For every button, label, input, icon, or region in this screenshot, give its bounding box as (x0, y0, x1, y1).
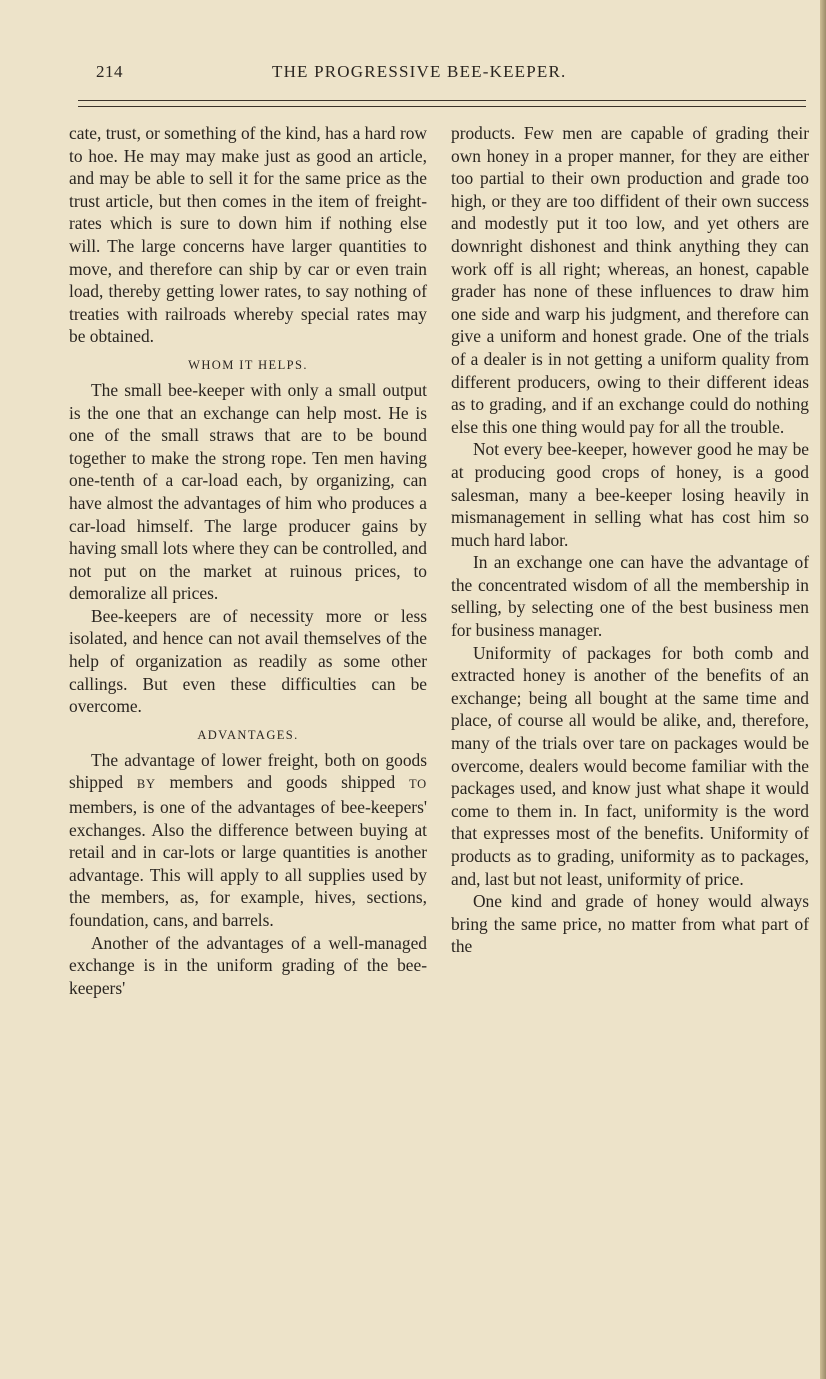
paragraph: Uniformity of packages for both comb and extracted honey is another of the benefits of an exchange; being all bought at the same time and place, of course all would be alike, and, therefore, many of the trials over tare on packages would be overcome, dealers would become familiar with the packages used, and know just what shape it would come to them in. In fact, uniformity is the word that expresses most of the benefits. Uniformity of products as to grading, uniformity as to packages, and, last but not least, uniformity of price. (451, 642, 809, 889)
paragraph: products. Few men are capable of grading their own honey in a proper manner, for they are either too partial to their own production and grade too high, or they are too diffident of their own success and modestly put it too low, and yet others are downright dishonest and think anything they can work off is all right; whereas, an honest, capable grader has none of these influences to draw him one side and warp his judgment, and therefore can give a uniform and honest grade. One of the trials of a dealer is in not getting a uniform quality from different producers, owing to their different ideas as to grading, and if an exchange could do nothing else this one thing would pay for all the trouble. (451, 123, 809, 437)
paragraph: The small bee-keeper with only a small output is the one that an exchange can help most. He is one of the small straws that are to be bound together to make the strong rope. Ten men having one-tenth of a car-load each, by organizing, can have almost the advantages of him who produces a car-load himself. The large producer gains by having small lots where they can be controlled, and not put on the market at ruinous prices, to demoralize all prices. (69, 379, 427, 604)
paragraph: cate, trust, or something of the kind, has a hard row to hoe. He may may make just as good an article, and may be able to sell it for the same price as the trust article, but then comes in the item of freight-rates which is sure to down him if nothing else will. The large concerns have larger quantities to move, and therefore can ship by car or even train load, thereby getting lower rates, to say nothing of treaties with railroads whereby special rates may be obtained. (69, 123, 427, 347)
paragraph: Not every bee-keeper, however good he may be at producing good crops of honey, is a good salesman, many a bee-keeper losing heavily in mismanagement in selling what has cost him so much hard labor. (451, 439, 809, 550)
paragraph: Bee-keepers are of necessity more or less isolated, and hence can not avail themselves of the help of organization as readily as some other callings. But even these difficulties can be overcome. (69, 605, 427, 717)
paragraph: Another of the advantages of a well-managed exchange is in the uniform grading of the bee-keepers' (69, 932, 427, 998)
small-caps-word: TO (408, 777, 427, 792)
text-run: The advantage of lower freight, both on goods shipped (69, 749, 427, 793)
page-number: 214 (96, 62, 123, 81)
header-rule-top (78, 100, 806, 101)
paragraph (69, 749, 427, 932)
text-run: members, is one of the advantages of bee-keepers' exchanges. Also the difference between buying at retail and in car-lots or large quantities is another advantage. This will apply to all supplies used by the members, as, for example, hives, sections, foundation, cans, and barrels. (69, 797, 427, 930)
header-rule-bottom (78, 106, 806, 107)
section-heading-advantages: ADVANTAGES. (197, 727, 299, 742)
running-title: THE PROGRESSIVE BEE-KEEPER. (272, 62, 567, 81)
right-column (451, 122, 809, 958)
paragraph: In an exchange one can have the advantage of the concentrated wisdom of all the membership in selling, by selecting one of the best business men for business manager. (451, 552, 809, 641)
page-header (0, 62, 826, 92)
section-heading-whom-it-helps: WHOM IT HELPS. (188, 357, 308, 372)
left-column (69, 122, 427, 999)
page-edge-shadow (820, 0, 826, 1379)
paragraph: One kind and grade of honey would always bring the same price, no matter from what part of the (451, 891, 809, 957)
small-caps-word: BY (136, 777, 156, 792)
text-run: members and goods shipped (155, 772, 409, 793)
